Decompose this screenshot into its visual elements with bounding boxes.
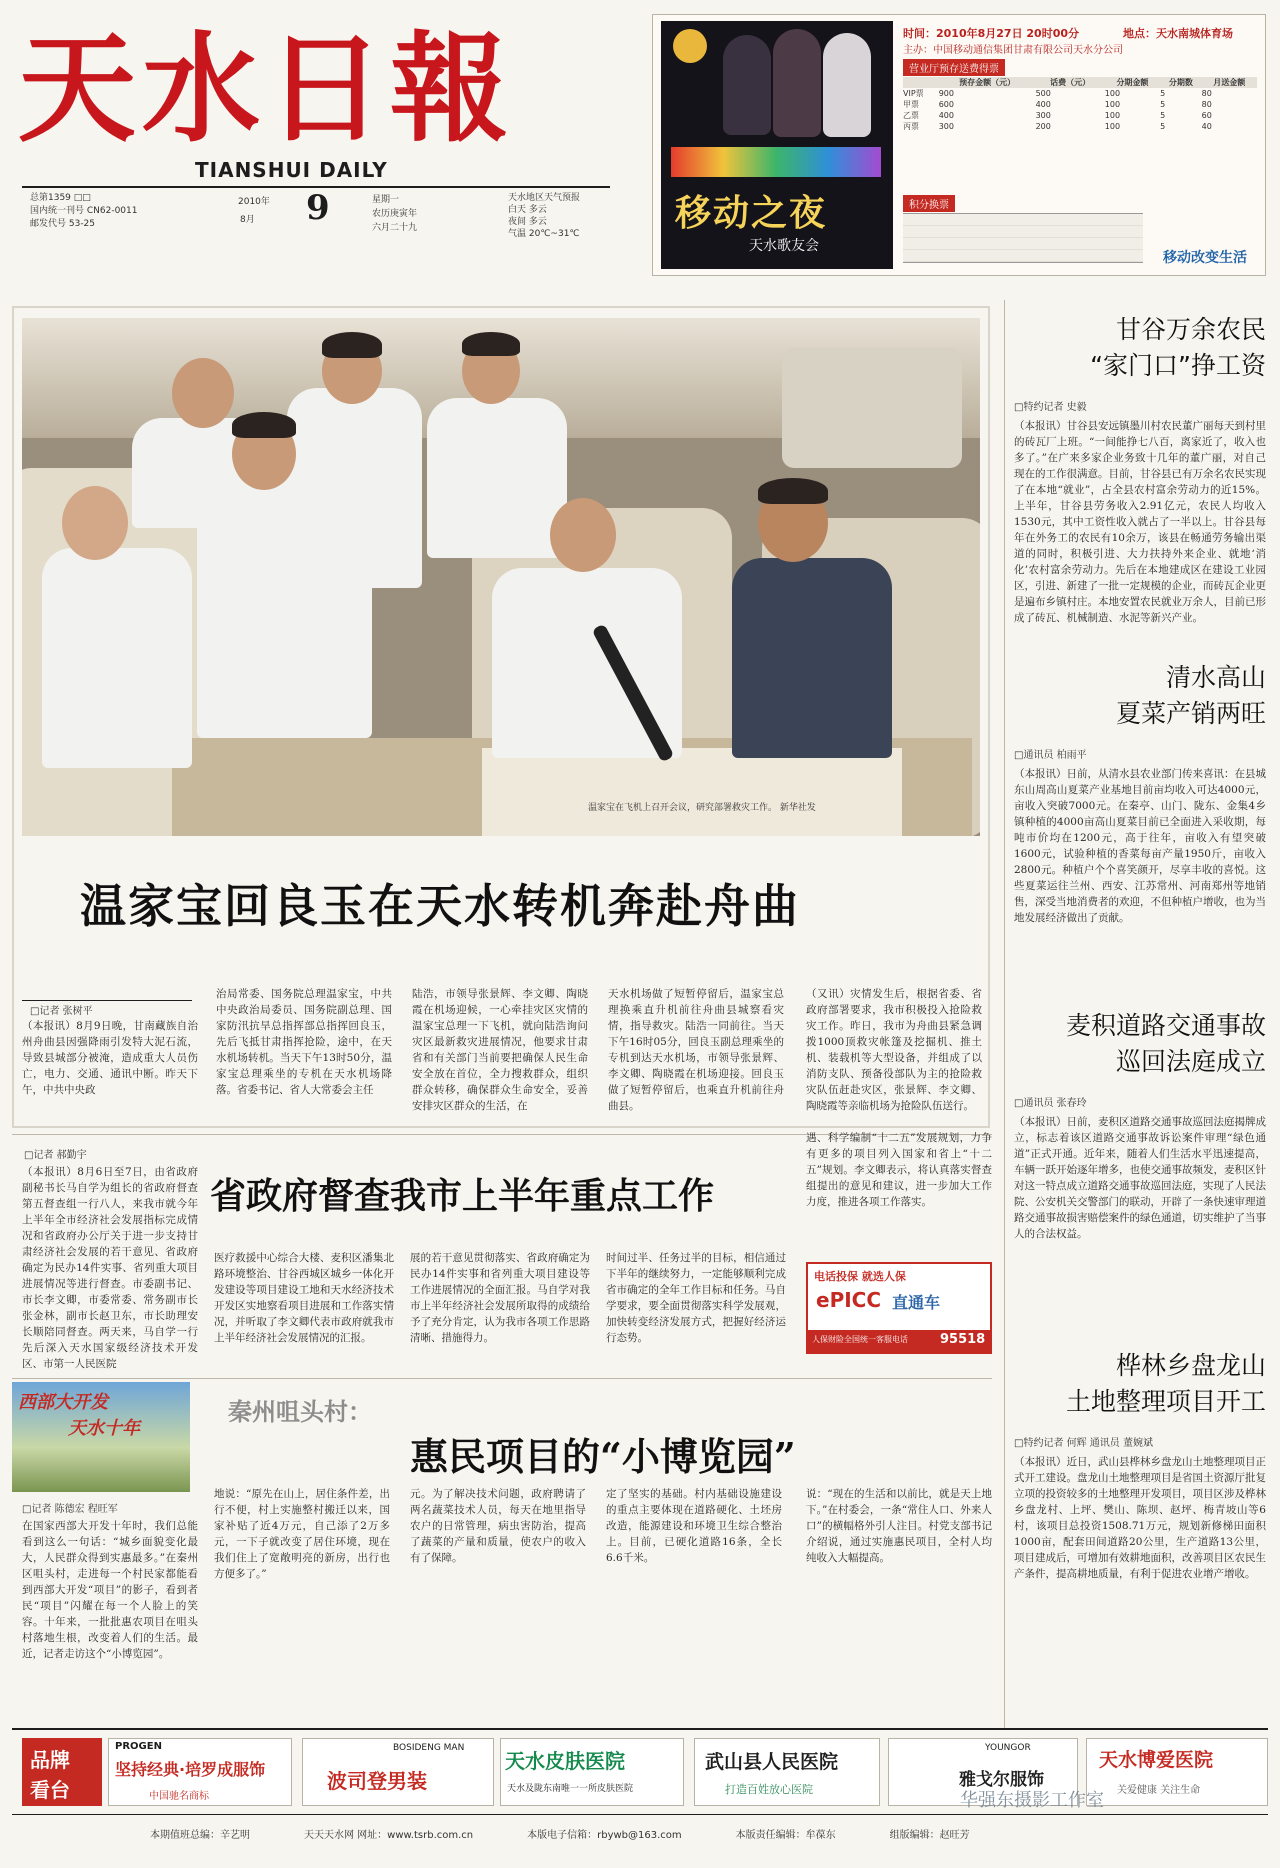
showcase-t1: 品牌 bbox=[30, 1748, 70, 1772]
masthead-title: 天水日報 bbox=[18, 19, 515, 158]
sidebar-1-byline: □特约记者 史毅 bbox=[1014, 402, 1087, 413]
ad-progen bbox=[108, 1738, 292, 1806]
epicc-l1: 电话投保 就选人保 bbox=[814, 1270, 906, 1283]
story3-rule bbox=[12, 1378, 992, 1379]
footer-rule bbox=[12, 1814, 1268, 1815]
epicc-site: 人保财险全国统一客服电话 bbox=[812, 1335, 908, 1344]
boai-t2: 关爱健康 关注生命 bbox=[1117, 1785, 1201, 1796]
ad-sub: 天水歌友会 bbox=[749, 238, 819, 254]
equalizer-bars bbox=[671, 147, 881, 177]
ad-price-table: 预存金额（元） 话费（元） 分期金额 分期数 月送金额 VIP票 900 500 100 5 80 甲票 600 400 100 5 80 乙票 400 300 100 5 60 丙票 300 200 100 5 40 bbox=[903, 77, 1257, 132]
ad-points-table bbox=[903, 213, 1143, 263]
footer-page-editor: 本版责任编辑：牟葆东 bbox=[735, 1830, 836, 1841]
wushan-t2: 打造百姓放心医院 bbox=[725, 1783, 813, 1796]
xibu-l1: 西部大开发 bbox=[18, 1392, 108, 1413]
photo-caption: 温家宝在飞机上召开会议，研究部署救灾工作。 新华社发 bbox=[588, 803, 816, 813]
person-standing-3 bbox=[427, 398, 567, 558]
sidebar-2-body: （本报讯）日前，从清水县农业部门传来喜讯：在县城东山周高山夏菜产业基地目前亩均收入可达4000元，亩收入突破7000元。在秦亭、山门、陇东、金集4乡镇种植的4000亩高山夏菜目前已全面进入采收期，每吨市价均在1200元，高于往年，亩收入有望突破1600元，试验种植的香菜每亩产量1950斤，亩收入2800元。种植户个个喜笑颜开，尽享丰收的喜悦。这些夏菜运往兰州、西安、江苏常州、河南郑州等地销售，深受当地消费者的欢迎，不但种植户增收，也为当地发展经济做出了贡献。 bbox=[1014, 768, 1266, 924]
story2-column-1: （本报讯）8月6日至7日，由省政府副秘书长马自学为组长的省政府督查第五督查组一行八人，来我市就今年上半年全市经济社会发展指标完成情况和省政府办公厅关于进一步支持甘肃经济社会发展的若干意见、省政府确定为民办14件实事、省列重大项目进展情况等进行督查。市委副书记、市长李文卿，市委常委、常务副市长张金林，副市长赵卫东，市长助理安长顺陪同督查。两天来，马自学一行先后深入天水国家级经济技术开发区、市第一人民医院 bbox=[22, 1166, 198, 1370]
date-lunar-year: 农历庚寅年 bbox=[372, 209, 418, 219]
story2-column-2: 医疗救援中心综合大楼、麦积区潘集北路环境整治、甘谷西城区城乡一体化开发建设等项目建设工地和天水经济技术开发区实地察看项目进展和工作落实情况，并听取了李文卿代表市政府就我市上半年经济社会发展情况的汇报。 bbox=[214, 1252, 394, 1344]
lead-byline: □记者 张树平 bbox=[30, 1006, 93, 1017]
footer-editor: 本期值班总编：辛艺明 bbox=[150, 1830, 250, 1841]
ad-time: 时间：2010年8月27日 20时00分 bbox=[903, 27, 1080, 40]
hair-4 bbox=[232, 412, 296, 438]
lead-rule bbox=[22, 1000, 192, 1001]
lead-column-3: 陆浩，市领导张景辉、李文卿、陶晓霞在机场迎候，一心牵挂灾区灾情的温家宝总理一下飞机，就向陆浩询问灾区最新救灾进展情况，他要求甘肃省和有关部门当前要把确保人民生命安全放在首位，全力搜救群众，组织群众转移，确保群众生命安全，妥善安排灾区群众的生活，在 bbox=[412, 988, 588, 1112]
date-year: 2010年 bbox=[238, 197, 270, 207]
top-advertisement bbox=[652, 14, 1266, 276]
boai-t1: 天水博爱医院 bbox=[1099, 1749, 1214, 1771]
head-1 bbox=[172, 358, 234, 428]
date-lunar-day: 六月二十九 bbox=[372, 223, 418, 233]
skin-t1: 天水皮肤医院 bbox=[505, 1749, 625, 1773]
person-seated-left bbox=[42, 548, 192, 768]
story3-column-2: 元。为了解决技术问题，政府聘请了两名蔬菜技术人员，每天在地里指导农户的日常管理，病虫害防治，提高了蔬菜的产量和质量，使农户的收入有了保障。 bbox=[410, 1488, 586, 1564]
issue-info: 总第1359 □□ 国内统一刊号 CN62-0011 邮发代号 53-25 bbox=[30, 193, 138, 229]
sidebar-4-headline: 桦林乡盘龙山 土地整理项目开工 bbox=[1065, 1351, 1266, 1416]
lead-column-1: （本报讯）8月9日晚，甘南藏族自治州舟曲县因强降雨引发特大泥石流，导致县城部分被淹，造成重大人员伤亡，电力、交通、通讯中断。昨天下午，中共中央政 bbox=[22, 1020, 198, 1096]
sidebar-3-byline: □通讯员 张春玲 bbox=[1014, 1098, 1087, 1109]
cabin-window bbox=[782, 348, 962, 468]
lead-column-4: 天水机场做了短暂停留后，温家宝总理换乘直升机前往舟曲县城察看灾情，指导救灾。陆浩一同前往。当天下午16时05分，回良玉副总理乘坐的专机到达天水机场，市领导张景辉、李文卿、陶晓霞在机场迎接。回良玉做了短暂停留后，也乘直升机前往舟曲县。 bbox=[608, 988, 784, 1112]
ad-bosideng bbox=[302, 1738, 494, 1806]
ad-logo-icon bbox=[673, 29, 707, 63]
watermark: 华强东摄影工作室 bbox=[960, 1790, 1104, 1811]
showcase-t2: 看台 bbox=[30, 1778, 70, 1802]
lead-column-2: 治局常委、国务院总理温家宝，中共中央政治局委员、国务院副总理、国家防汛抗旱总指挥部总指挥回良玉，先后飞抵甘肃指挥抢险，途中，在天水机场转机。当天下午13时50分，温家宝总理乘坐的专机在天水机场降落。省委书记、省人大常委会主任 bbox=[216, 988, 392, 1096]
epicc-phone: 95518 bbox=[940, 1332, 986, 1347]
progen-t2: 坚持经典·培罗成服饰 bbox=[115, 1760, 266, 1779]
head-6 bbox=[550, 498, 616, 572]
singer-figure-3 bbox=[823, 33, 871, 137]
date-day: 9 bbox=[306, 188, 330, 228]
story3-lede: 在国家西部大开发十年时，我们总能看到这么一句话：“城乡面貌变化最大，人民群众得到实惠最多。”在秦州区咀头村，走进每一个村民家都能看到西部大开发“项目”的影子，看到者民“项目”闪耀在每一个人脸上的笑容。十年来，一批批惠农项目在咀头村落地生根，改变着人们的生活。最近，记者走访这个“小博览园”。 bbox=[22, 1520, 198, 1660]
date-weekday: 星期一 bbox=[372, 195, 400, 205]
epicc-brand: ePICC bbox=[816, 1288, 882, 1312]
bosideng-t2: BOSIDENG MAN bbox=[393, 1743, 465, 1753]
person-right bbox=[732, 558, 892, 758]
story3-byline: □记者 陈德宏 程旺军 bbox=[22, 1504, 118, 1515]
bosideng-t1: 波司登男装 bbox=[327, 1769, 427, 1793]
map-sheet bbox=[482, 748, 902, 836]
epicc-brand2: 直通车 bbox=[892, 1293, 941, 1312]
story2-byline: □记者 郝勤宇 bbox=[24, 1150, 87, 1161]
youngor-t2: YOUNGOR bbox=[985, 1743, 1031, 1753]
sidebar-1-headline: 甘谷万余农民 “家门口”挣工资 bbox=[1090, 315, 1266, 380]
hair-2 bbox=[322, 332, 382, 358]
sidebar-2-byline: □通讯员 柏雨平 bbox=[1014, 750, 1087, 761]
ad-section1: 营业厅预存送费得票 bbox=[903, 59, 1005, 76]
sidebar-3-headline: 麦积道路交通事故 巡回法庭成立 bbox=[1065, 1011, 1266, 1076]
xibu-badge bbox=[12, 1382, 190, 1492]
story3-column-4: 说：“现在的生活和以前比，就是天上地下。”在村委会，一条“常住人口、外来人口”的横幅格外引人注目。村党支部书记介绍说，通过实施惠民项目，全村人均纯收入大幅提高。 bbox=[806, 1488, 992, 1564]
sidebar-1-body: （本报讯）甘谷县安远镇墨川村农民董广丽每天到村里的砖瓦厂上班。“一间能挣七八百，离家近了，收入也多了。”在广来多家企业务致十几年的董广丽，对自己现在的工作很满意。目前，甘谷县已有万余名农民实现了在本地“就业”，占全县农村富余劳动力的近15%。上半年，甘谷县劳务收入2.91亿元，农民人均收入1530元，其中工资性收入就占了一半以上。甘谷县每年在外务工的农民有10余万，该县在畅通劳务输出渠道的同时，积极引进、大力扶持外来企业、就地‘消化’农村富余劳动力。先后在本地建成区在建设工业园区，引进、新建了一批一定规模的企业，而砖瓦企业更是遍布乡镇村庄。本地安置农民就业万余人，目前已形成了砖瓦、机械制造、水泥等新兴产业。 bbox=[1014, 420, 1266, 624]
ad-skin-hospital bbox=[500, 1738, 684, 1806]
singer-figure-2 bbox=[773, 29, 821, 137]
xibu-l2: 天水十年 bbox=[68, 1418, 140, 1439]
ad-brand: 移动之夜 bbox=[675, 193, 828, 234]
footer-bar bbox=[150, 1826, 1250, 1841]
person-seated-front bbox=[197, 478, 372, 738]
youngor-t1: 雅戈尔服饰 bbox=[959, 1770, 1044, 1790]
hair-7 bbox=[758, 478, 828, 504]
footer-website: 天天天水网 网址：www.tsrb.com.cn bbox=[304, 1830, 474, 1841]
hair-3 bbox=[462, 332, 520, 356]
sidebar-3-body: （本报讯）日前，麦积区道路交通事故巡回法庭揭牌成立，标志着该区道路交通事故诉讼案件审理“绿色通道”正式开通。近年来，随着人们生活水平迅速提高，车辆一跃开始逐年增多，也使交通事故频发，麦积区针对这一特点成立道路交通事故巡回法庭，实现了人民法院、公安机关交警部门的联动，开辟了一条快速审理道路交通事故损害赔偿案件的绿色通道，切实维护了当事人的合法权益。 bbox=[1014, 1116, 1266, 1240]
ad-boai-hospital bbox=[1086, 1738, 1268, 1806]
lead-headline: 温家宝回良玉在天水转机奔赴舟曲 bbox=[80, 879, 800, 933]
sidebar-4-byline: □特约记者 何辉 通讯员 董婉斌 bbox=[1014, 1438, 1153, 1449]
ad-wushan-hospital bbox=[694, 1738, 880, 1806]
bottom-ads-rule bbox=[12, 1728, 1268, 1730]
progen-t3: 中国驰名商标 bbox=[149, 1791, 209, 1802]
lead-photo bbox=[22, 318, 980, 836]
progen-t1: PROGEN bbox=[115, 1741, 162, 1752]
lead-column-5: （又讯）灾情发生后，根据省委、省政府部署要求，我市积极投入抢险救灾工作。昨日，我市为舟曲县紧急调拨1000顶救灾帐篷及挖掘机、推土机、装载机等大型设备，并组成了以消防支队、预备役部队为主的抢险救灾队伍赶赴灾区，张景辉、李文卿、陶晓霞等亲临机场为抢险队伍送行。 bbox=[806, 988, 982, 1112]
head-5 bbox=[62, 486, 128, 560]
sidebar-divider bbox=[1004, 300, 1005, 1730]
date-month: 8月 bbox=[240, 215, 255, 225]
ad-graphic bbox=[661, 21, 893, 269]
weather-box: 天水地区天气预报 白天 多云 夜间 多云 气温 20℃~31℃ bbox=[508, 193, 581, 239]
footer-email: 本版电子信箱：rbywb@163.com bbox=[527, 1830, 682, 1841]
sidebar-4-body: （本报讯）近日，武山县桦林乡盘龙山土地整理项目正式开工建设。盘龙山土地整理项目是省国土资源厅批复立项的投资较多的土地整理开发项目，项目区涉及桦林乡盘龙村、上坪、樊山、陈坝、赵坪、梅青坡山等6村，该项目总投资1508.71万元，规划新修梯田面积1000亩，配套田间道路20公里，生产道路13公里，项目建成后，可增加有效耕地面积，改善项目区农民生产条件，提高耕地质量，有利于促进农业增产增收。 bbox=[1014, 1456, 1266, 1580]
wushan-t1: 武山县人民医院 bbox=[705, 1751, 839, 1773]
footer-layout-editor: 组版编辑：赵旺芳 bbox=[889, 1830, 970, 1841]
ad-place: 地点：天水南城体育场 bbox=[1123, 27, 1233, 40]
story2-column-5: 遇、科学编制“十二五”发展规划，力争有更多的项目列入国家和省上“十二五”规划。李文卿表示，将认真落实督查组提出的意见和建议，进一步加大工作力度，推进各项工作落实。 bbox=[806, 1132, 992, 1208]
epicc-advertisement bbox=[806, 1262, 992, 1354]
story3-kicker: 秦州咀头村： bbox=[228, 1398, 372, 1426]
story2-column-3: 展的若干意见贯彻落实、省政府确定为民办14件实事和省列重大项目建设等工作进展情况的全面汇报。马自学对我市上半年经济社会发展所取得的成绩给予了充分肯定，认为我市各项工作思路清晰、措施得力。 bbox=[410, 1252, 590, 1344]
ad-slogan: 移动改变生活 bbox=[1163, 250, 1247, 266]
story3-column-1: 地说：“原先在山上，居住条件差，出行不便，村上实施整村搬迁以来，国家补贴了近4万元，自己添了2万多元，一下子就改变了居住环境，现在我们住上了宽敞明亮的新房，出行也方便多了。” bbox=[214, 1488, 390, 1580]
ad-brand-showcase bbox=[22, 1738, 102, 1806]
story2-column-4: 时间过半、任务过半的目标，相信通过下半年的继续努力，一定能够顺利完成省市确定的全年工作目标和任务。马自学要求，要全面贯彻落实科学发展观，加快转变经济发展方式，把握好经济运行态势。 bbox=[606, 1252, 786, 1344]
singer-figure-1 bbox=[723, 35, 771, 135]
masthead-english: TIANSHUI DAILY bbox=[195, 158, 388, 182]
story3-column-3: 定了坚实的基础。村内基础设施建设的重点主要体现在道路硬化、土坯房改造，能源建设和环境卫生综合整治上。目前，已硬化道路16条，全长6.6千米。 bbox=[606, 1488, 782, 1564]
story3-headline: 惠民项目的“小博览园” bbox=[410, 1434, 796, 1479]
ad-host: 主办：中国移动通信集团甘肃有限公司天水分公司 bbox=[903, 45, 1123, 56]
sidebar-2-headline: 清水高山 夏菜产销两旺 bbox=[1115, 663, 1266, 728]
ad-section2: 积分换票 bbox=[903, 195, 955, 212]
story2-headline: 省政府督查我市上半年重点工作 bbox=[210, 1176, 715, 1217]
skin-t2: 天水及陇东南唯一一所皮肤医院 bbox=[507, 1784, 634, 1794]
